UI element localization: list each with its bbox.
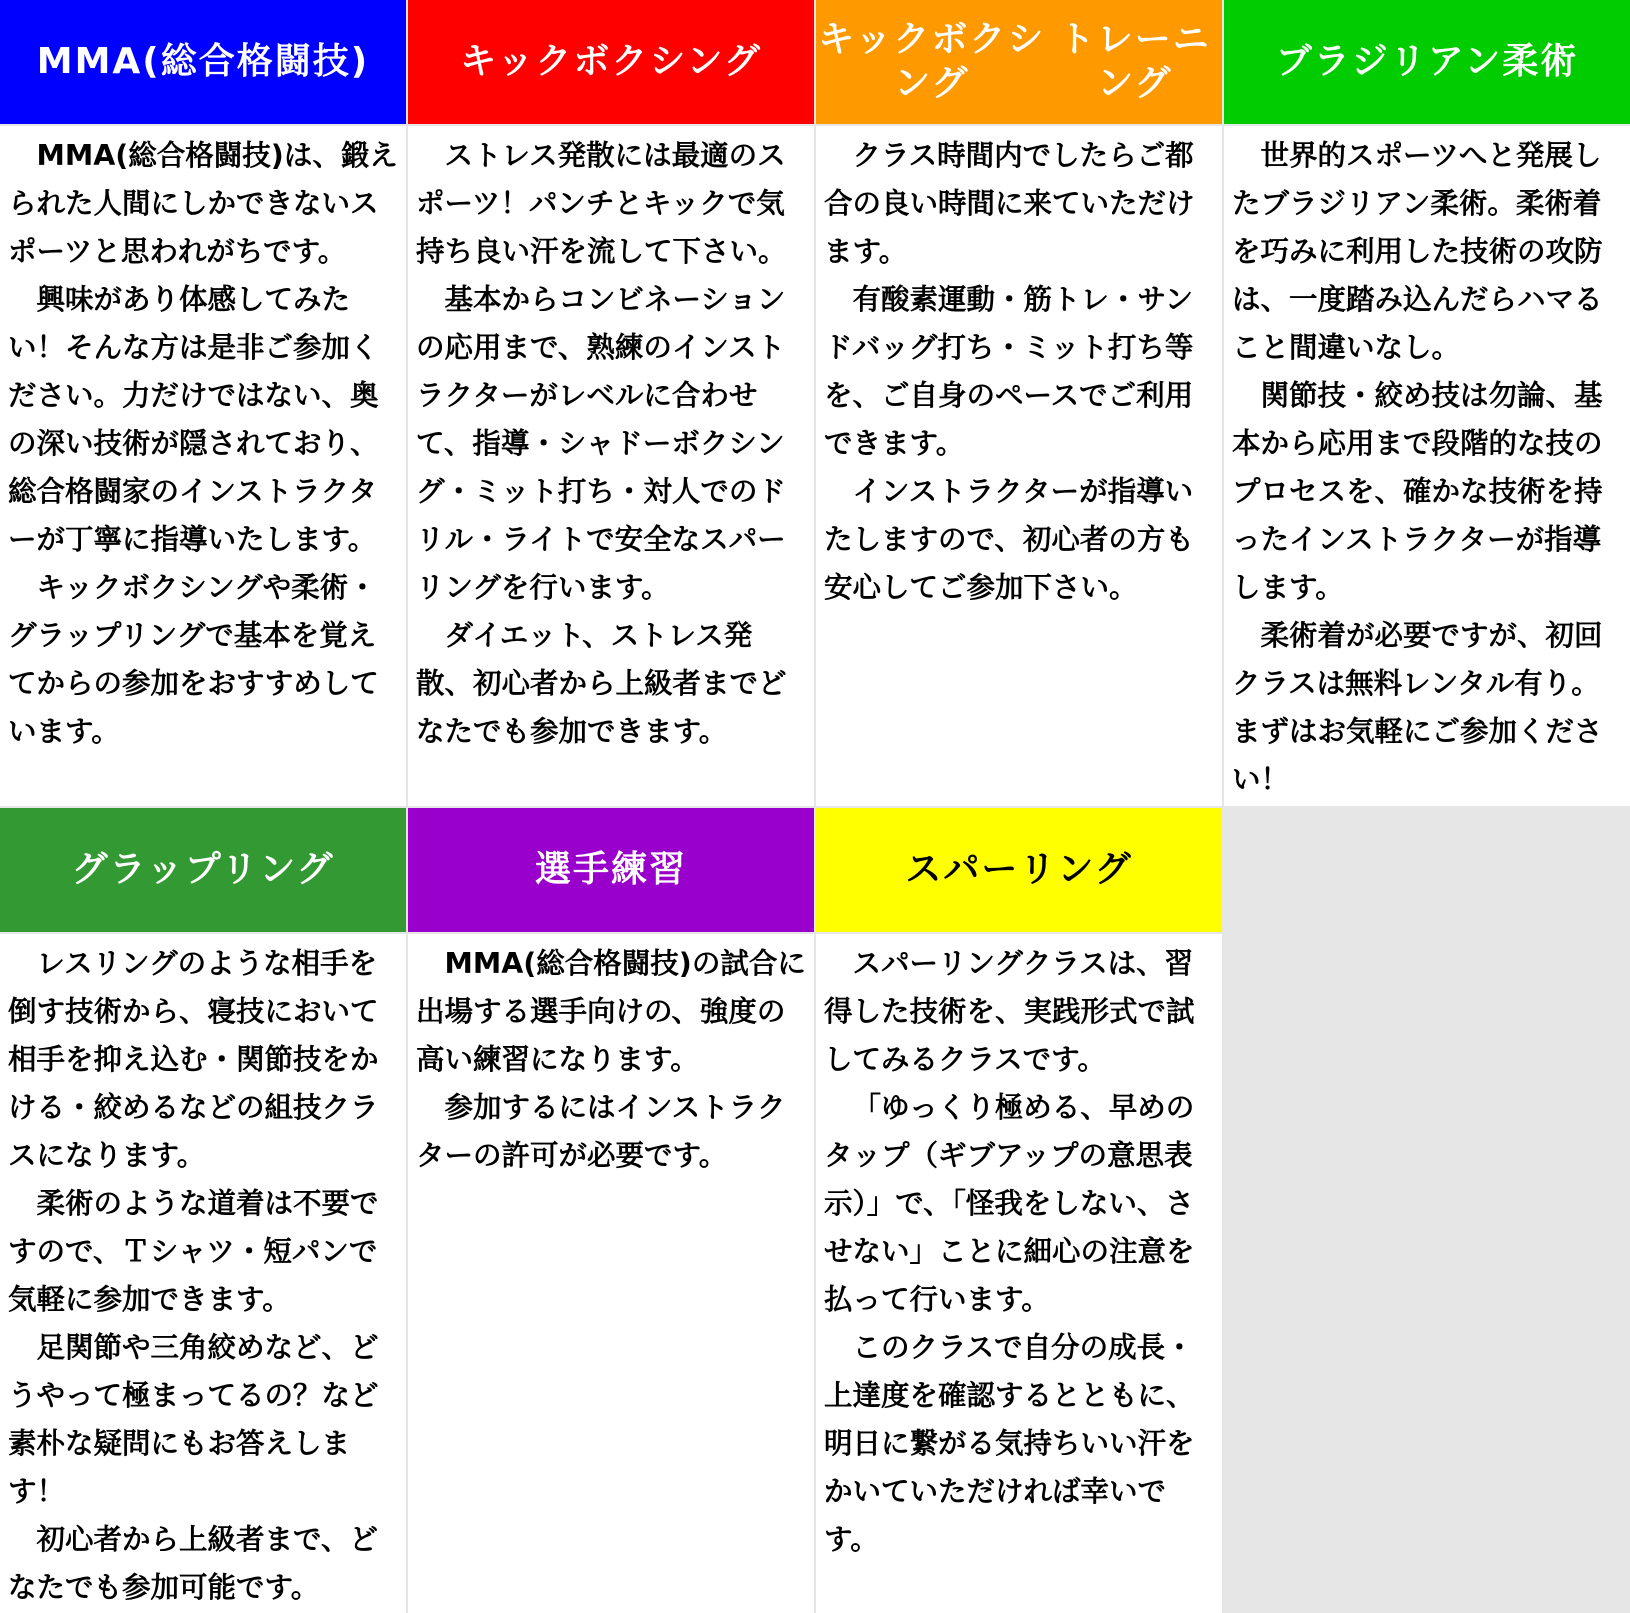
description-paragraph: 「ゆっくり極める、早めのタップ（ギブアップの意思表示）」で、「怪我をしない、させない」ことに細心の注意を払って行います。: [824, 1091, 1195, 1316]
class-description: [408, 934, 814, 1613]
description-paragraph: 参加するにはインストラクターの許可が必要です。: [416, 1091, 786, 1172]
description-paragraph: MMA(総合格闘技)は、鍛えられた人間にしかできないスポーツと思われがちです。: [8, 139, 398, 268]
class-title: ブラジリアン柔術: [1275, 41, 1579, 82]
class-description: [0, 126, 406, 806]
class-header: [816, 808, 1222, 932]
class-header: [408, 808, 814, 932]
description-paragraph: 柔術着が必要ですが、初回クラスは無料レンタル有り。まずはお気軽にご参加ください！: [1232, 619, 1603, 796]
empty-cell: [1224, 934, 1630, 1613]
description-paragraph: クラス時間内でしたらご都合の良い時間に来ていただけます。: [824, 139, 1195, 268]
class-description: [0, 934, 406, 1613]
class-header: [816, 0, 1222, 124]
description-paragraph: 興味があり体感してみたい！そんな方は是非ご参加ください。力だけではない、奥の深い技術が隠されており、総合格闘家のインストラクターが丁寧に指導いたします。: [8, 283, 379, 556]
class-title: トレーニング: [1058, 19, 1211, 104]
description-paragraph: インストラクターが指導いたしますので、初心者の方も安心してご参加下さい。: [824, 475, 1194, 604]
description-paragraph: 有酸素運動・筋トレ・サンドバッグ打ち・ミット打ち等を、ご自身のペースでご利用できます。: [824, 283, 1194, 460]
description-paragraph: 初心者から上級者まで、どなたでも参加可能です。: [8, 1523, 378, 1604]
description-paragraph: キックボクシングや柔術・グラップリングで基本を覚えてからの参加をおすすめしています。: [8, 571, 379, 748]
class-header: [408, 0, 814, 124]
class-description: [816, 934, 1222, 1613]
class-title: グラップリング: [71, 849, 335, 890]
class-title: 選手練習: [534, 849, 687, 890]
description-paragraph: ストレス発散には最適のスポーツ！パンチとキックで気持ち良い汗を流して下さい。: [416, 139, 787, 268]
class-title: スパーリング: [905, 849, 1133, 890]
class-title: キックボクシング: [818, 19, 1046, 104]
class-header: [0, 808, 406, 932]
description-paragraph: MMA(総合格闘技)の試合に出場する選手向けの、強度の高い練習になります。: [416, 947, 806, 1076]
description-paragraph: スパーリングクラスは、習得した技術を、実践形式で試してみるクラスです。: [824, 947, 1195, 1076]
class-description: [408, 126, 814, 806]
description-paragraph: 世界的スポーツへと発展したブラジリアン柔術。柔術着を巧みに利用した技術の攻防は、一度踏み込んだらハマること間違いなし。: [1232, 139, 1603, 364]
description-paragraph: レスリングのような相手を倒す技術から、寝技において相手を抑え込む・関節技をかける・絞めるなどの組技クラスになります。: [8, 947, 379, 1172]
empty-cell: [1224, 808, 1630, 932]
class-header: [0, 0, 406, 124]
description-paragraph: 基本からコンビネーションの応用まで、熟練のインストラクターがレベルに合わせて、指導・シャドーボクシング・ミット打ち・対人でのドリル・ライトで安全なスパーリングを行います。: [416, 283, 786, 604]
description-paragraph: このクラスで自分の成長・上達度を確認するとともに、明日に繋がる気持ちいい汗をかいていただければ幸いです。: [824, 1331, 1195, 1556]
description-paragraph: 柔術のような道着は不要ですので、Ｔシャツ・短パンで気軽に参加できます。: [8, 1187, 379, 1316]
class-description: [1224, 126, 1630, 806]
class-title: キックボクシング: [460, 41, 762, 82]
description-paragraph: ダイエット、ストレス発散、初心者から上級者までどなたでも参加できます。: [416, 619, 787, 748]
class-description: [816, 126, 1222, 806]
class-title: MMA(総合格闘技): [36, 41, 370, 82]
class-header: [1224, 0, 1630, 124]
description-paragraph: 足関節や三角絞めなど、どうやって極まってるの？など素朴な疑問にもお答えします！: [8, 1331, 379, 1508]
description-paragraph: 関節技・絞め技は勿論、基本から応用まで段階的な技のプロセスを、確かな技術を持ったインストラクターが指導します。: [1232, 379, 1603, 604]
